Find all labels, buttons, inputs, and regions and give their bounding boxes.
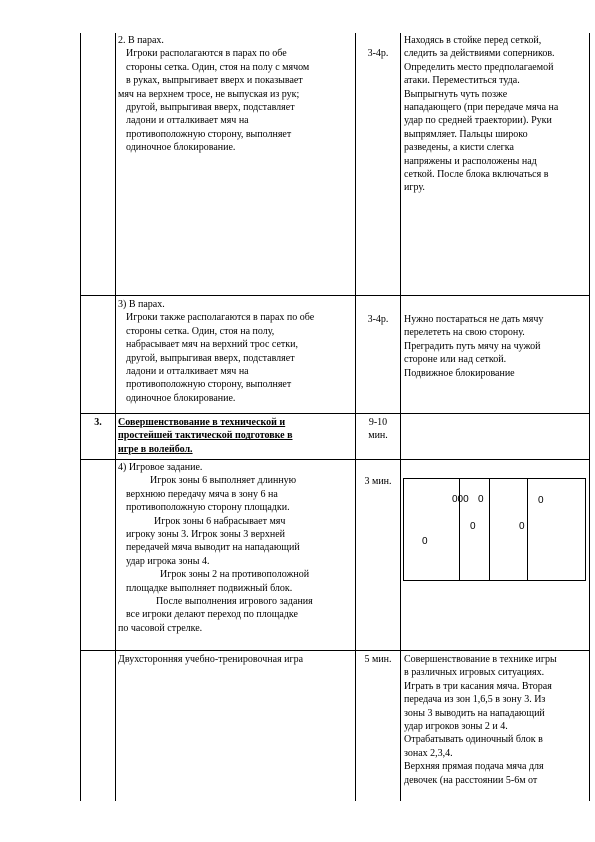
exercise-title: 2. В парах.: [118, 35, 164, 46]
description-line: противоположную сторону, выполняет: [126, 128, 292, 140]
note-line: Находясь в стойке перед сеткой,: [404, 35, 542, 46]
note-line: Совершенствование в технике игры: [404, 654, 557, 665]
description-line: верхнюю передачу мяча в зону 6 на: [126, 488, 278, 500]
description-line: стороны сетка. Один, стоя на полу с мячом: [126, 61, 310, 73]
description-line: противоположную сторону площадки.: [126, 502, 290, 514]
note-line: стороне или над сеткой.: [404, 354, 507, 366]
exercise-title: 3) В парах.: [118, 299, 165, 310]
court-line: [527, 479, 528, 580]
player-marker: 0: [470, 521, 476, 532]
player-marker: 0: [519, 521, 525, 532]
note-line: следить за действиями соперников.: [404, 48, 555, 60]
note-line: выпрямляет. Пальцы широко: [404, 128, 528, 140]
dosage-line: мин.: [368, 430, 388, 442]
volleyball-court-diagram: [403, 478, 586, 581]
description-line: ладони и отталкивает мяч на: [126, 366, 249, 378]
note-line: напряжены и расположены над: [404, 155, 537, 167]
description-line: Игрок зоны 6 выполняет длинную: [150, 475, 297, 487]
description-line: мяч на верхнем тросе, не выпуская из рук;: [118, 88, 300, 100]
description-line: по часовой стрелке.: [118, 622, 203, 634]
player-marker: 0: [538, 495, 544, 506]
player-marker: 000: [452, 494, 469, 505]
table-row-divider: [80, 650, 590, 651]
description-line: другой, выпрыгивая вверх, подставляет: [126, 102, 295, 114]
note-line: удар по средней траектории). Руки: [404, 115, 552, 127]
note-line: в различных игровых ситуациях.: [404, 667, 545, 679]
description-line: площадке выполняет подвижный блок.: [126, 582, 293, 594]
dosage: 5 мин.: [364, 654, 392, 665]
table-row-divider: [80, 295, 590, 296]
description-line: Игроки располагаются в парах по обе: [126, 48, 287, 60]
description-line: передачей мяча выводит на нападающий: [126, 542, 300, 554]
exercise-description: [118, 298, 354, 405]
description-line: набрасывает мяч на верхний трос сетки,: [126, 339, 298, 351]
note-line: Выпрыгнуть чуть позже: [404, 88, 508, 100]
dosage: 3-4р.: [367, 314, 389, 325]
note-line: атаки. Переместиться туда.: [404, 75, 520, 87]
exercise-description: [118, 34, 354, 155]
description-line: в руках, выпрыгивает вверх и показывает: [126, 75, 303, 87]
table-column-divider: [115, 33, 116, 801]
section-title-line: игре в волейбол.: [118, 443, 193, 455]
methodical-notes: [404, 653, 588, 787]
description-line: одиночное блокирование.: [126, 142, 236, 154]
note-line: игру.: [404, 182, 425, 194]
player-marker: 0: [478, 494, 484, 505]
note-line: зоны 3 выводить на нападающий: [404, 707, 545, 719]
description-line: игроку зоны 3. Игрок зоны 3 верхней: [126, 529, 286, 541]
description-line: противоположную сторону, выполняет: [126, 379, 292, 391]
description-line: После выполнения игрового задания: [156, 596, 313, 608]
description-line: удар игрока зоны 4.: [126, 555, 210, 567]
dosage: 3-4р.: [367, 48, 389, 59]
note-line: нападающего (при передаче мяча на: [404, 102, 559, 114]
note-line: девочек (на расстоянии 5-6м от: [404, 774, 538, 786]
exercise-title: 4) Игровое задание.: [118, 462, 203, 473]
description-line: Игроки также располагаются в парах по обе: [126, 312, 315, 324]
description-line: другой, выпрыгивая вверх, подставляет: [126, 352, 295, 364]
exercise-description: [118, 461, 354, 635]
note-line: сеткой. После блока включаться в: [404, 169, 549, 181]
table-row-divider: [80, 413, 590, 414]
note-line: Подвижное блокирование: [404, 367, 515, 379]
description-line: одиночное блокирование.: [126, 392, 236, 404]
note-line: перелететь на свою сторону.: [404, 327, 525, 339]
note-line: разведены, а кисти слегка: [404, 142, 514, 154]
table-row-divider: [80, 459, 590, 460]
description-line: ладони и отталкивает мяч на: [126, 115, 249, 127]
section-number: 3.: [94, 417, 102, 428]
methodical-notes: [404, 34, 588, 195]
note-line: Верхняя прямая подача мяча для: [404, 761, 544, 773]
note-line: Нужно постараться не дать мячу: [404, 314, 544, 325]
note-line: удар игроков зоны 2 и 4.: [404, 721, 508, 733]
table-column-divider: [400, 33, 401, 801]
note-line: зонах 2,3,4.: [404, 747, 453, 759]
description-line: Игрок зоны 6 набрасывает мяч: [154, 515, 286, 527]
description-line: Игрок зоны 2 на противоположной: [160, 569, 310, 581]
note-line: Отрабатывать одиночный блок в: [404, 734, 543, 746]
description-line: все игроки делают переход по площадке: [126, 609, 298, 621]
dosage: [356, 416, 400, 443]
court-net: [489, 479, 490, 580]
section-title: [118, 416, 354, 456]
dosage: 3 мин.: [364, 476, 392, 487]
methodical-notes: [404, 313, 588, 380]
exercise-title: Двухсторонняя учебно-тренировочная игра: [118, 654, 304, 665]
table-border-right: [589, 33, 590, 801]
note-line: Преградить путь мячу на чужой: [404, 340, 541, 352]
note-line: передача из зон 1,6,5 в зону 3. Из: [404, 694, 546, 706]
section-title-line: простейшей тактической подготовке в: [118, 430, 293, 442]
description-line: стороны сетка. Один, стоя на полу,: [126, 325, 275, 337]
player-marker: 0: [422, 536, 428, 547]
note-line: Играть в три касания мяча. Вторая: [404, 680, 552, 692]
note-line: Определить место предполагаемой: [404, 61, 554, 73]
dosage-line: 9-10: [368, 417, 388, 428]
section-title-line: Совершенствование в технической и: [118, 417, 286, 428]
